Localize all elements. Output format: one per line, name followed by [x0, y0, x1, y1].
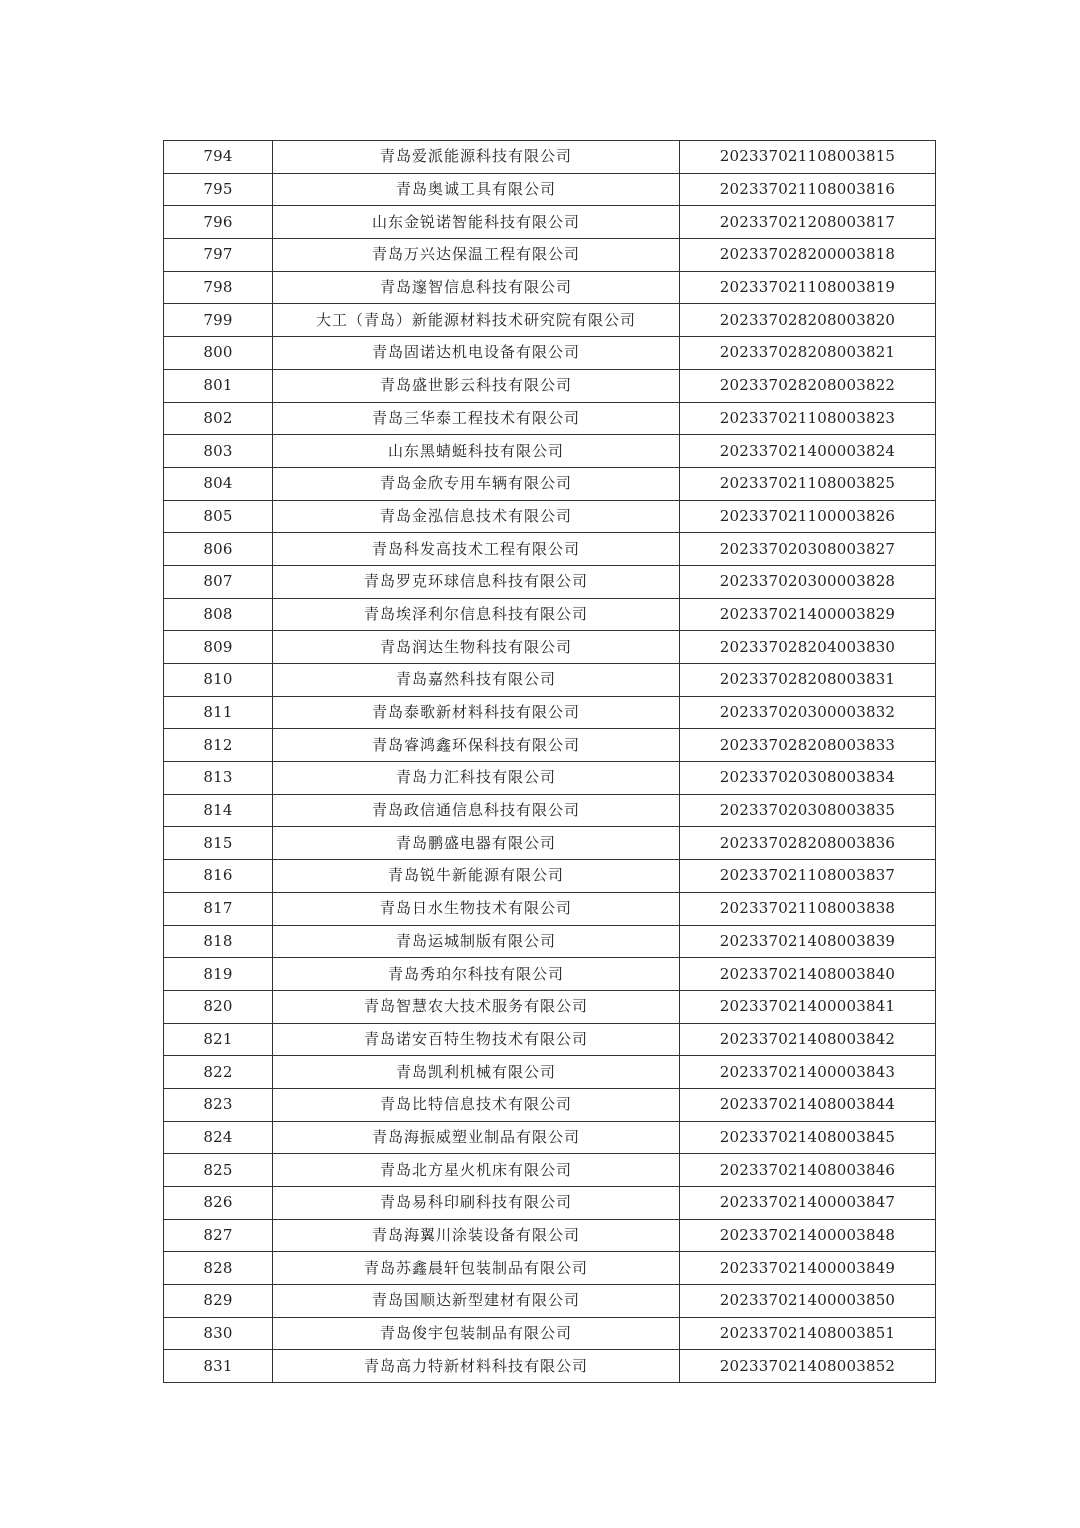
table-row: [164, 1056, 936, 1089]
table-row: [164, 664, 936, 697]
table-row: [164, 631, 936, 664]
company-name: 青岛爱派能源科技有限公司: [273, 141, 680, 174]
company-name: 山东金锐诺智能科技有限公司: [273, 206, 680, 239]
company-name: 青岛埃泽利尔信息科技有限公司: [273, 598, 680, 631]
table-row: [164, 1285, 936, 1318]
row-number: 817: [164, 892, 273, 925]
registration-code: 202337021408003851: [680, 1317, 936, 1350]
company-name: 青岛万兴达保温工程有限公司: [273, 239, 680, 272]
company-name: 青岛力汇科技有限公司: [273, 762, 680, 795]
company-name: 青岛海振威塑业制品有限公司: [273, 1121, 680, 1154]
row-number: 805: [164, 500, 273, 533]
table-row: [164, 239, 936, 272]
registration-code: 202337021108003823: [680, 402, 936, 435]
table-row: [164, 337, 936, 370]
company-name: 青岛固诺达机电设备有限公司: [273, 337, 680, 370]
table-row: [164, 598, 936, 631]
registration-code: 202337028200003818: [680, 239, 936, 272]
row-number: 820: [164, 990, 273, 1023]
company-name: 青岛智慧农大技术服务有限公司: [273, 990, 680, 1023]
table-row: [164, 860, 936, 893]
registration-code: 202337021108003838: [680, 892, 936, 925]
table-row: [164, 271, 936, 304]
table-row: [164, 990, 936, 1023]
table-row: [164, 467, 936, 500]
table-row: [164, 435, 936, 468]
table-row: [164, 1088, 936, 1121]
registration-code: 202337021408003839: [680, 925, 936, 958]
table-row: [164, 1154, 936, 1187]
registration-code: 202337021408003842: [680, 1023, 936, 1056]
table-row: [164, 173, 936, 206]
row-number: 827: [164, 1219, 273, 1252]
company-name: 青岛高力特新材料科技有限公司: [273, 1350, 680, 1383]
registration-code: 202337021408003840: [680, 958, 936, 991]
registration-code: 202337028208003836: [680, 827, 936, 860]
row-number: 831: [164, 1350, 273, 1383]
table-row: [164, 304, 936, 337]
registration-code: 202337020308003835: [680, 794, 936, 827]
registration-code: 202337020308003827: [680, 533, 936, 566]
row-number: 810: [164, 664, 273, 697]
row-number: 812: [164, 729, 273, 762]
registration-code: 202337021100003826: [680, 500, 936, 533]
table-row: [164, 1252, 936, 1285]
row-number: 816: [164, 860, 273, 893]
registration-code: 202337028208003833: [680, 729, 936, 762]
row-number: 794: [164, 141, 273, 174]
registration-code: 202337021408003845: [680, 1121, 936, 1154]
registration-code: 202337028208003821: [680, 337, 936, 370]
company-name: 青岛金泓信息技术有限公司: [273, 500, 680, 533]
row-number: 819: [164, 958, 273, 991]
company-name: 青岛泰歌新材料科技有限公司: [273, 696, 680, 729]
company-name: 青岛北方星火机床有限公司: [273, 1154, 680, 1187]
table-row: [164, 1317, 936, 1350]
registration-code: 202337028208003822: [680, 369, 936, 402]
company-name: 青岛邃智信息科技有限公司: [273, 271, 680, 304]
company-name: 青岛比特信息技术有限公司: [273, 1088, 680, 1121]
registration-code: 202337028208003820: [680, 304, 936, 337]
registration-code: 202337021108003819: [680, 271, 936, 304]
row-number: 815: [164, 827, 273, 860]
row-number: 795: [164, 173, 273, 206]
registration-code: 202337021408003844: [680, 1088, 936, 1121]
table-body: [164, 141, 936, 1383]
row-number: 801: [164, 369, 273, 402]
company-name: 山东黑蜻蜓科技有限公司: [273, 435, 680, 468]
registration-code: 202337021400003841: [680, 990, 936, 1023]
company-name: 青岛罗克环球信息科技有限公司: [273, 565, 680, 598]
company-name: 青岛睿鸿鑫环保科技有限公司: [273, 729, 680, 762]
company-name: 青岛科发高技术工程有限公司: [273, 533, 680, 566]
company-name: 青岛苏鑫晨轩包装制品有限公司: [273, 1252, 680, 1285]
company-name: 青岛秀珀尔科技有限公司: [273, 958, 680, 991]
row-number: 808: [164, 598, 273, 631]
row-number: 804: [164, 467, 273, 500]
company-name: 青岛政信通信息科技有限公司: [273, 794, 680, 827]
registration-code: 202337021408003852: [680, 1350, 936, 1383]
row-number: 802: [164, 402, 273, 435]
registration-code: 202337021108003816: [680, 173, 936, 206]
row-number: 824: [164, 1121, 273, 1154]
company-name: 青岛金欣专用车辆有限公司: [273, 467, 680, 500]
row-number: 809: [164, 631, 273, 664]
table-row: [164, 206, 936, 239]
company-name: 青岛锐牛新能源有限公司: [273, 860, 680, 893]
table-row: [164, 1023, 936, 1056]
table-row: [164, 1219, 936, 1252]
row-number: 803: [164, 435, 273, 468]
registration-code: 202337021400003849: [680, 1252, 936, 1285]
company-name: 青岛三华泰工程技术有限公司: [273, 402, 680, 435]
table-row: [164, 1121, 936, 1154]
registration-code: 202337021400003843: [680, 1056, 936, 1089]
company-name: 青岛俊宇包装制品有限公司: [273, 1317, 680, 1350]
row-number: 821: [164, 1023, 273, 1056]
row-number: 825: [164, 1154, 273, 1187]
company-list-table: [163, 140, 936, 1383]
row-number: 811: [164, 696, 273, 729]
table-row: [164, 762, 936, 795]
company-name: 青岛国顺达新型建材有限公司: [273, 1285, 680, 1318]
registration-code: 202337021108003815: [680, 141, 936, 174]
registration-code: 202337021400003824: [680, 435, 936, 468]
table-row: [164, 794, 936, 827]
registration-code: 202337021408003846: [680, 1154, 936, 1187]
row-number: 806: [164, 533, 273, 566]
company-name: 青岛日水生物技术有限公司: [273, 892, 680, 925]
row-number: 799: [164, 304, 273, 337]
row-number: 829: [164, 1285, 273, 1318]
row-number: 830: [164, 1317, 273, 1350]
company-name: 青岛凯利机械有限公司: [273, 1056, 680, 1089]
registration-code: 202337020308003834: [680, 762, 936, 795]
table-row: [164, 892, 936, 925]
company-name: 青岛运城制版有限公司: [273, 925, 680, 958]
registration-code: 202337021400003847: [680, 1187, 936, 1220]
registration-code: 202337020300003828: [680, 565, 936, 598]
company-name: 青岛易科印刷科技有限公司: [273, 1187, 680, 1220]
company-name: 青岛润达生物科技有限公司: [273, 631, 680, 664]
registration-code: 202337021108003837: [680, 860, 936, 893]
table-row: [164, 565, 936, 598]
table-row: [164, 1187, 936, 1220]
row-number: 796: [164, 206, 273, 239]
row-number: 798: [164, 271, 273, 304]
table-row: [164, 533, 936, 566]
row-number: 823: [164, 1088, 273, 1121]
company-name: 青岛海翼川涂装设备有限公司: [273, 1219, 680, 1252]
table-row: [164, 696, 936, 729]
row-number: 800: [164, 337, 273, 370]
table-row: [164, 369, 936, 402]
table-row: [164, 729, 936, 762]
table-row: [164, 958, 936, 991]
registration-code: 202337021108003825: [680, 467, 936, 500]
registration-code: 202337021208003817: [680, 206, 936, 239]
table-row: [164, 402, 936, 435]
table-row: [164, 1350, 936, 1383]
registration-code: 202337021400003829: [680, 598, 936, 631]
row-number: 807: [164, 565, 273, 598]
registration-code: 202337028204003830: [680, 631, 936, 664]
table-row: [164, 500, 936, 533]
table-row: [164, 827, 936, 860]
registration-code: 202337028208003831: [680, 664, 936, 697]
table-row: [164, 925, 936, 958]
row-number: 826: [164, 1187, 273, 1220]
row-number: 797: [164, 239, 273, 272]
company-name: 青岛奥诚工具有限公司: [273, 173, 680, 206]
company-name: 大工（青岛）新能源材料技术研究院有限公司: [273, 304, 680, 337]
row-number: 813: [164, 762, 273, 795]
company-name: 青岛诺安百特生物技术有限公司: [273, 1023, 680, 1056]
table-row: [164, 141, 936, 174]
registration-code: 202337021400003850: [680, 1285, 936, 1318]
row-number: 814: [164, 794, 273, 827]
row-number: 818: [164, 925, 273, 958]
registration-code: 202337020300003832: [680, 696, 936, 729]
row-number: 822: [164, 1056, 273, 1089]
company-name: 青岛嘉然科技有限公司: [273, 664, 680, 697]
registration-code: 202337021400003848: [680, 1219, 936, 1252]
company-name: 青岛鹏盛电器有限公司: [273, 827, 680, 860]
row-number: 828: [164, 1252, 273, 1285]
company-name: 青岛盛世影云科技有限公司: [273, 369, 680, 402]
